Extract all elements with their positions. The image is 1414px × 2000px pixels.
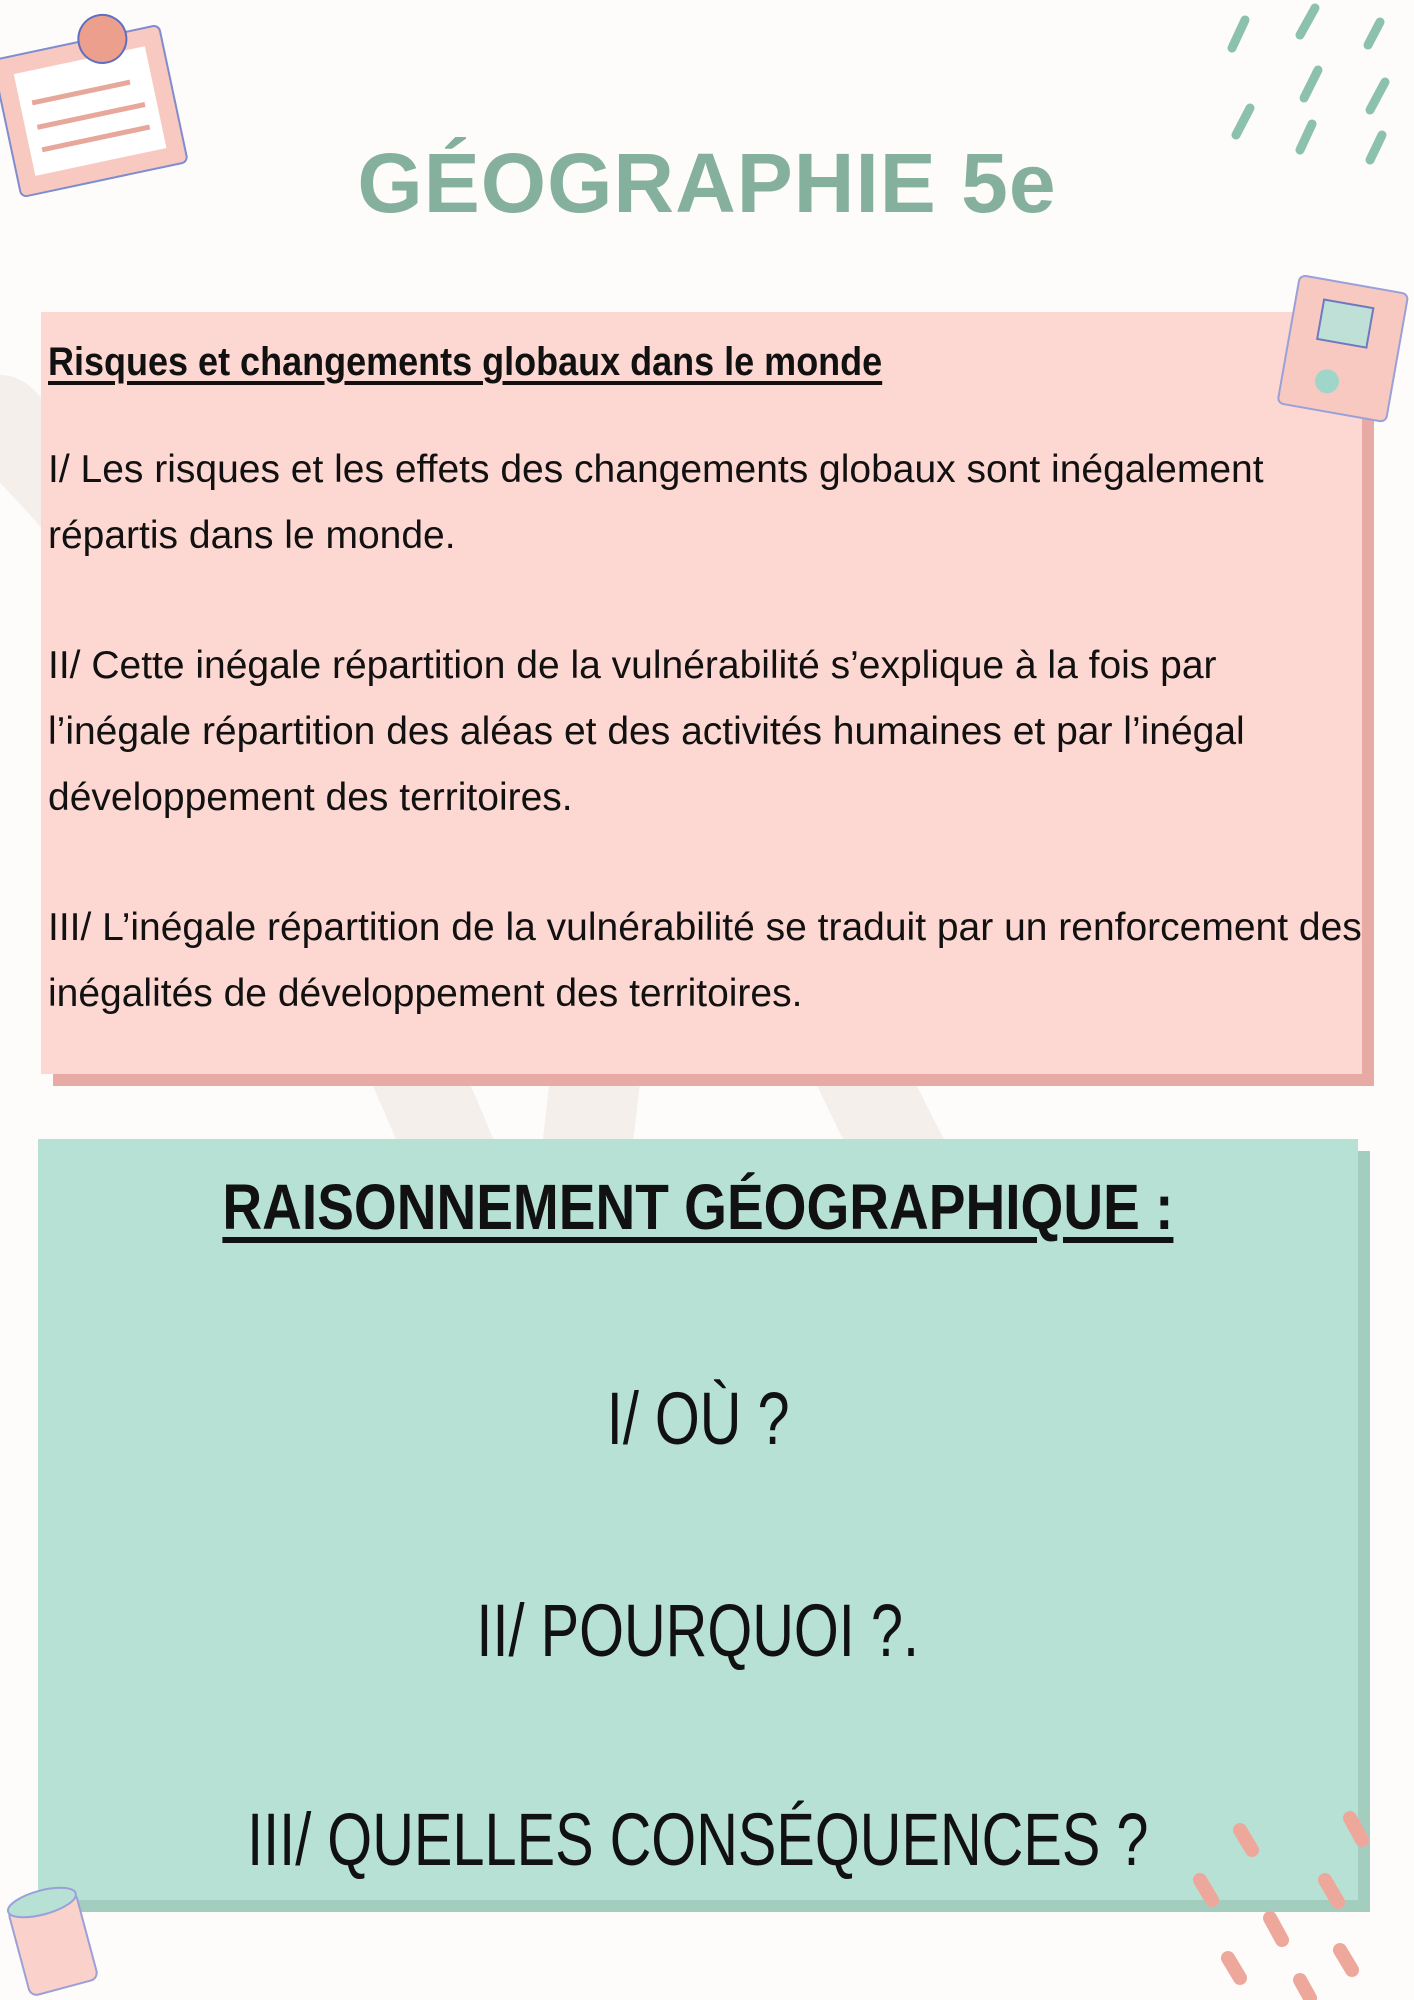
reasoning-heading: RAISONNEMENT GÉOGRAPHIQUE :: [222, 1171, 1174, 1243]
reasoning-heading-row: [38, 1170, 1358, 1244]
question-row-2: [38, 1588, 1358, 1673]
lesson-content: [48, 340, 1368, 1027]
lesson-paragraph-1: I/ Les risques et les effets des changements globaux sont inégalement répartis dans le monde.: [48, 448, 1264, 557]
question-row-3: [38, 1797, 1358, 1882]
question-consequences: III/ QUELLES CONSÉQUENCES ?: [247, 1798, 1149, 1881]
page-title: GÉOGRAPHIE 5e: [357, 136, 1057, 230]
lesson-paragraph-3: III/ L’inégale répartition de la vulnérabilité se traduit par un renforcement des inégalités de développement des territoires.: [48, 906, 1362, 1015]
lesson-heading: Risques et changements globaux dans le monde: [48, 340, 883, 384]
question-why: II/ POURQUOI ?.: [476, 1589, 920, 1672]
question-row-1: [38, 1376, 1358, 1461]
jar-sticker-icon: [5, 1882, 98, 1997]
question-where: I/ OÙ ?: [606, 1377, 790, 1460]
lesson-paragraph-2: II/ Cette inégale répartition de la vulnérabilité s’explique à la fois par l’inégale répartition des aléas et des activités humaines et par l’inégal développement des territoires.: [48, 644, 1245, 819]
